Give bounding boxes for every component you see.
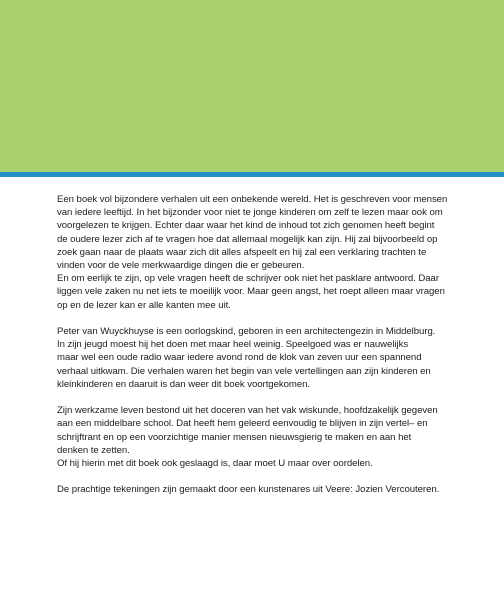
green-header-band bbox=[0, 0, 504, 172]
text-line: vinden voor de vele merkwaardige dingen die er gebeuren. bbox=[57, 260, 305, 272]
paragraph-author-career bbox=[57, 404, 457, 470]
text-line: Of hij hierin met dit boek ook geslaagd is, daar moet U maar over oordelen. bbox=[57, 458, 373, 470]
text-line: Een boek vol bijzondere verhalen uit een onbekende wereld. Het is geschreven voor mensen bbox=[57, 194, 448, 205]
text-line: voorgelezen te krijgen. Echter daar waar het kind de inhoud tot zich genomen heeft begint bbox=[57, 220, 435, 232]
paragraph-author-youth bbox=[57, 325, 457, 391]
text-line: In zijn jeugd moest hij het doen met maar heel weinig. Speelgoed was er nauwelijks bbox=[57, 339, 409, 351]
text-line: Zijn werkzame leven bestond uit het doceren van het vak wiskunde, hoofdzakelijk gegeven bbox=[57, 405, 438, 417]
text-line: schrijftrant en op een voorzichtige manier mensen nieuwsgierig te maken en aan het bbox=[57, 431, 412, 443]
paragraph-intro bbox=[57, 193, 457, 312]
paragraph-illustrations bbox=[57, 483, 457, 496]
text-line: liggen vele zaken nu net iets te moeilijk voor. Maar geen angst, het roept alleen maar vragen bbox=[57, 286, 445, 298]
text-line: op en de lezer kan er alle kanten mee uit. bbox=[57, 299, 231, 311]
text-line: verhaal uitkwam. Die verhalen waren het begin van vele vertellingen aan zijn kinderen en bbox=[57, 365, 431, 377]
back-cover-text bbox=[57, 193, 457, 510]
text-line: De prachtige tekeningen zijn gemaakt door een kunstenares uit Veere: Jozien Vercouteren. bbox=[57, 484, 440, 496]
text-line: van iedere leeftijd. In het bijzonder voor niet te jonge kinderen om zelf te lezen maar ook om bbox=[57, 207, 443, 219]
blue-divider-line bbox=[0, 172, 504, 177]
text-line: aan een middelbare school. Dat heeft hem geleerd eenvoudig te blijven in zijn vertel– en bbox=[57, 418, 428, 430]
text-line: de oudere lezer zich af te vragen hoe dat allemaal mogelijk kan zijn. Hij zal bijvoorbeeld op bbox=[57, 233, 438, 245]
text-line: Peter van Wuyckhuyse is een oorlogskind, geboren in een architectengezin in Middelburg. bbox=[57, 326, 436, 338]
text-line: denken te zetten. bbox=[57, 444, 130, 456]
text-line: maar wel een oude radio waar iedere avond rond de klok van zeven uur een spannend bbox=[57, 352, 422, 364]
text-line: kleinkinderen en daaruit is dan weer dit boek voortgekomen. bbox=[57, 378, 311, 390]
text-line: zoek gaan naar de plaats waar zich dit alles afspeelt en hij zal een verklaring trachten te bbox=[57, 246, 427, 258]
text-line: En om eerlijk te zijn, op vele vragen heeft de schrijver ook niet het pasklare antwoord. Daar bbox=[57, 273, 439, 285]
